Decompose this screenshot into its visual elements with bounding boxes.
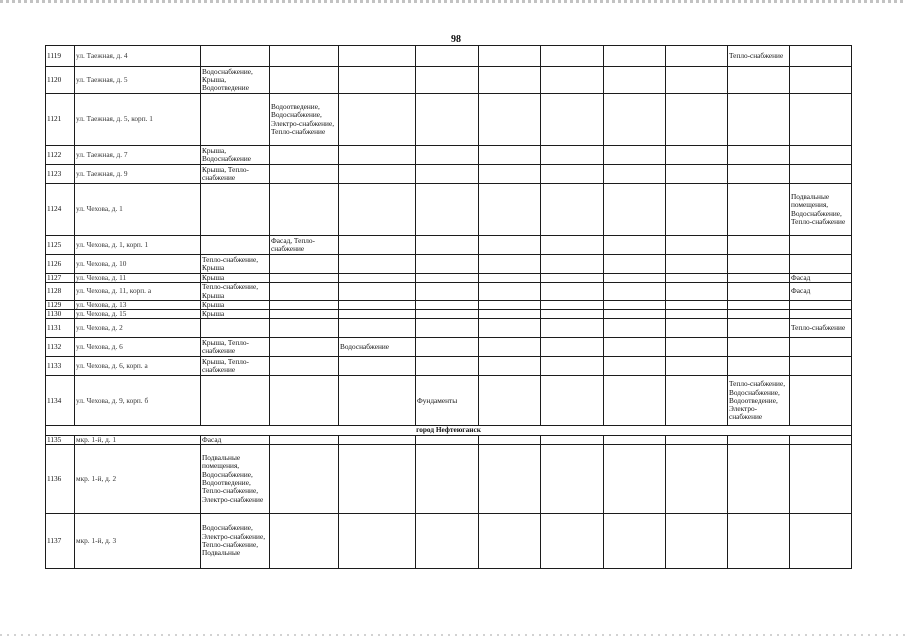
- address-cell: ул. Чехова, д. 2: [75, 319, 201, 338]
- table-row: [46, 435, 852, 444]
- work-type-cell: [270, 310, 339, 319]
- work-type-cell: [666, 376, 728, 426]
- work-type-cell: [339, 514, 416, 569]
- work-type-cell: [479, 376, 541, 426]
- work-type-cell: [416, 283, 479, 301]
- work-type-cell: [604, 435, 666, 444]
- work-type-cell: [666, 274, 728, 283]
- work-type-cell: [541, 184, 604, 236]
- work-type-cell: [270, 274, 339, 283]
- work-type-cell: [728, 319, 790, 338]
- row-number: 1135: [46, 435, 75, 444]
- work-type-cell: [604, 376, 666, 426]
- work-type-cell: [541, 236, 604, 255]
- work-type-cell: [790, 357, 852, 376]
- work-type-cell: [728, 435, 790, 444]
- work-type-cell: [479, 310, 541, 319]
- work-type-cell: [790, 46, 852, 67]
- work-type-cell: [201, 236, 270, 255]
- work-type-cell: [270, 319, 339, 338]
- work-type-cell: [270, 283, 339, 301]
- row-number: 1137: [46, 514, 75, 569]
- work-type-cell: [416, 274, 479, 283]
- work-type-cell: [416, 146, 479, 165]
- work-type-cell: [479, 46, 541, 67]
- work-type-cell: [479, 146, 541, 165]
- table-row: [46, 94, 852, 146]
- work-type-cell: [479, 165, 541, 184]
- work-type-cell: Фасад: [790, 274, 852, 283]
- work-type-cell: [339, 300, 416, 309]
- work-type-cell: [790, 165, 852, 184]
- work-type-cell: [666, 310, 728, 319]
- work-type-cell: [339, 283, 416, 301]
- work-type-cell: [479, 445, 541, 514]
- work-type-cell: [201, 46, 270, 67]
- work-type-cell: Крыша, Водоснабжение: [201, 146, 270, 165]
- address-cell: ул. Чехова, д. 13: [75, 300, 201, 309]
- address-cell: ул. Таежная, д. 7: [75, 146, 201, 165]
- address-cell: ул. Чехова, д. 6: [75, 338, 201, 357]
- table-row: [46, 274, 852, 283]
- work-type-cell: Подвальные помещения, Водоснабжение, Водоотведение, Тепло-снабжение, Электро-снабжение: [201, 445, 270, 514]
- work-type-cell: [416, 184, 479, 236]
- address-cell: ул. Чехова, д. 11, корп. а: [75, 283, 201, 301]
- work-type-cell: [728, 283, 790, 301]
- work-type-cell: [339, 376, 416, 426]
- work-type-cell: Подвальные помещения, Водоснабжение, Тепло-снабжение: [790, 184, 852, 236]
- table-row: [46, 46, 852, 67]
- work-type-cell: [541, 338, 604, 357]
- work-type-cell: [479, 514, 541, 569]
- address-cell: ул. Таежная, д. 9: [75, 165, 201, 184]
- table-row: [46, 300, 852, 309]
- work-type-cell: [479, 255, 541, 274]
- row-number: 1130: [46, 310, 75, 319]
- work-type-cell: [541, 435, 604, 444]
- repair-schedule-table: [45, 45, 852, 569]
- work-type-cell: [666, 338, 728, 357]
- work-type-cell: [339, 319, 416, 338]
- work-type-cell: [479, 94, 541, 146]
- work-type-cell: [541, 67, 604, 94]
- work-type-cell: [604, 319, 666, 338]
- row-number: 1136: [46, 445, 75, 514]
- page-number: 98: [451, 34, 461, 45]
- row-number: 1126: [46, 255, 75, 274]
- work-type-cell: [339, 435, 416, 444]
- table-row: [46, 165, 852, 184]
- work-type-cell: [728, 338, 790, 357]
- work-type-cell: [541, 300, 604, 309]
- address-cell: ул. Чехова, д. 6, корп. а: [75, 357, 201, 376]
- work-type-cell: [790, 236, 852, 255]
- table-row: [46, 146, 852, 165]
- work-type-cell: [666, 514, 728, 569]
- work-type-cell: [790, 445, 852, 514]
- row-number: 1124: [46, 184, 75, 236]
- row-number: 1125: [46, 236, 75, 255]
- work-type-cell: [541, 146, 604, 165]
- work-type-cell: [416, 236, 479, 255]
- work-type-cell: [728, 94, 790, 146]
- work-type-cell: [270, 514, 339, 569]
- work-type-cell: [479, 274, 541, 283]
- work-type-cell: [416, 435, 479, 444]
- scan-artifact-top: [0, 0, 905, 3]
- work-type-cell: [416, 46, 479, 67]
- work-type-cell: [416, 445, 479, 514]
- row-number: 1133: [46, 357, 75, 376]
- work-type-cell: [339, 67, 416, 94]
- work-type-cell: [270, 357, 339, 376]
- row-number: 1120: [46, 67, 75, 94]
- work-type-cell: [728, 67, 790, 94]
- row-number: 1119: [46, 46, 75, 67]
- work-type-cell: [790, 300, 852, 309]
- work-type-cell: [270, 67, 339, 94]
- work-type-cell: [416, 300, 479, 309]
- work-type-cell: [541, 319, 604, 338]
- table-row: [46, 338, 852, 357]
- row-number: 1132: [46, 338, 75, 357]
- work-type-cell: Крыша: [201, 310, 270, 319]
- work-type-cell: [416, 357, 479, 376]
- work-type-cell: Тепло-снабжение, Водоснабжение, Водоотведение, Электро-снабжение: [728, 376, 790, 426]
- work-type-cell: [604, 146, 666, 165]
- work-type-cell: [728, 236, 790, 255]
- table-row: [46, 319, 852, 338]
- work-type-cell: [270, 376, 339, 426]
- work-type-cell: [604, 236, 666, 255]
- work-type-cell: [604, 514, 666, 569]
- work-type-cell: [416, 165, 479, 184]
- work-type-cell: [201, 184, 270, 236]
- work-type-cell: [666, 94, 728, 146]
- work-type-cell: [666, 319, 728, 338]
- work-type-cell: [479, 357, 541, 376]
- work-type-cell: [790, 338, 852, 357]
- work-type-cell: [270, 255, 339, 274]
- work-type-cell: [541, 514, 604, 569]
- work-type-cell: [541, 94, 604, 146]
- work-type-cell: [416, 67, 479, 94]
- work-type-cell: Крыша, Тепло-снабжение: [201, 165, 270, 184]
- work-type-cell: [479, 435, 541, 444]
- work-type-cell: [728, 310, 790, 319]
- work-type-cell: Крыша: [201, 300, 270, 309]
- work-type-cell: [339, 236, 416, 255]
- work-type-cell: [666, 67, 728, 94]
- work-type-cell: [541, 376, 604, 426]
- work-type-cell: [541, 46, 604, 67]
- address-cell: ул. Чехова, д. 9, корп. б: [75, 376, 201, 426]
- work-type-cell: [604, 357, 666, 376]
- work-type-cell: [790, 435, 852, 444]
- work-type-cell: [728, 514, 790, 569]
- work-type-cell: [270, 146, 339, 165]
- work-type-cell: [479, 338, 541, 357]
- work-type-cell: [604, 94, 666, 146]
- work-type-cell: [666, 283, 728, 301]
- work-type-cell: [541, 357, 604, 376]
- table-row: [46, 255, 852, 274]
- table-row: [46, 445, 852, 514]
- work-type-cell: [339, 184, 416, 236]
- work-type-cell: [339, 274, 416, 283]
- table-row: [46, 310, 852, 319]
- work-type-cell: [339, 165, 416, 184]
- work-type-cell: [201, 319, 270, 338]
- city-header: город Нефтеюганск: [46, 426, 852, 435]
- work-type-cell: [479, 236, 541, 255]
- work-type-cell: [270, 435, 339, 444]
- work-type-cell: [604, 67, 666, 94]
- address-cell: ул. Чехова, д. 15: [75, 310, 201, 319]
- work-type-cell: [728, 357, 790, 376]
- table-row: [46, 514, 852, 569]
- row-number: 1123: [46, 165, 75, 184]
- work-type-cell: [270, 165, 339, 184]
- work-type-cell: Фасад: [201, 435, 270, 444]
- address-cell: мкр. 1-й, д. 2: [75, 445, 201, 514]
- row-number: 1134: [46, 376, 75, 426]
- work-type-cell: [541, 165, 604, 184]
- work-type-cell: [604, 184, 666, 236]
- row-number: 1122: [46, 146, 75, 165]
- work-type-cell: Крыша, Тепло-снабжение: [201, 357, 270, 376]
- address-cell: ул. Чехова, д. 11: [75, 274, 201, 283]
- work-type-cell: [728, 445, 790, 514]
- work-type-cell: [604, 255, 666, 274]
- work-type-cell: [339, 310, 416, 319]
- table-row: [46, 236, 852, 255]
- work-type-cell: [790, 514, 852, 569]
- row-number: 1131: [46, 319, 75, 338]
- work-type-cell: Тепло-снабжение: [728, 46, 790, 67]
- work-type-cell: [666, 357, 728, 376]
- work-type-cell: [666, 300, 728, 309]
- work-type-cell: Водоснабжение, Электро-снабжение, Тепло-снабжение, Подвальные: [201, 514, 270, 569]
- table-row: [46, 376, 852, 426]
- work-type-cell: [728, 165, 790, 184]
- address-cell: ул. Чехова, д. 1: [75, 184, 201, 236]
- work-type-cell: [666, 445, 728, 514]
- work-type-cell: [541, 274, 604, 283]
- work-type-cell: [339, 255, 416, 274]
- work-type-cell: [479, 319, 541, 338]
- work-type-cell: [541, 255, 604, 274]
- work-type-cell: [790, 310, 852, 319]
- work-type-cell: [270, 184, 339, 236]
- work-type-cell: [666, 46, 728, 67]
- address-cell: ул. Таежная, д. 4: [75, 46, 201, 67]
- address-cell: ул. Таежная, д. 5: [75, 67, 201, 94]
- table-row: [46, 67, 852, 94]
- work-type-cell: [201, 94, 270, 146]
- table-row: [46, 184, 852, 236]
- work-type-cell: [728, 274, 790, 283]
- work-type-cell: [416, 514, 479, 569]
- row-number: 1127: [46, 274, 75, 283]
- work-type-cell: [479, 283, 541, 301]
- work-type-cell: Водоотведение, Водоснабжение, Электро-снабжение, Тепло-снабжение: [270, 94, 339, 146]
- work-type-cell: [416, 319, 479, 338]
- row-number: 1128: [46, 283, 75, 301]
- work-type-cell: [666, 184, 728, 236]
- work-type-cell: Водоснабжение: [339, 338, 416, 357]
- work-type-cell: [604, 274, 666, 283]
- city-header-row: [46, 426, 852, 435]
- address-cell: мкр. 1-й, д. 3: [75, 514, 201, 569]
- address-cell: мкр. 1-й, д. 1: [75, 435, 201, 444]
- address-cell: ул. Таежная, д. 5, корп. 1: [75, 94, 201, 146]
- work-type-cell: [416, 338, 479, 357]
- work-type-cell: [666, 146, 728, 165]
- work-type-cell: [541, 283, 604, 301]
- table-row: [46, 283, 852, 301]
- scan-artifact-bottom: [0, 634, 905, 636]
- work-type-cell: Крыша: [201, 274, 270, 283]
- work-type-cell: [790, 376, 852, 426]
- work-type-cell: [339, 445, 416, 514]
- work-type-cell: [339, 46, 416, 67]
- work-type-cell: [604, 283, 666, 301]
- work-type-cell: [728, 184, 790, 236]
- work-type-cell: Фасад: [790, 283, 852, 301]
- work-type-cell: [604, 338, 666, 357]
- work-type-cell: [790, 255, 852, 274]
- work-type-cell: Фундаменты: [416, 376, 479, 426]
- address-cell: ул. Чехова, д. 1, корп. 1: [75, 236, 201, 255]
- row-number: 1129: [46, 300, 75, 309]
- work-type-cell: [270, 46, 339, 67]
- work-type-cell: [790, 94, 852, 146]
- work-type-cell: [541, 310, 604, 319]
- work-type-cell: [604, 46, 666, 67]
- work-type-cell: [270, 445, 339, 514]
- work-type-cell: [479, 300, 541, 309]
- work-type-cell: Фасад, Тепло-снабжение: [270, 236, 339, 255]
- work-type-cell: [416, 310, 479, 319]
- work-type-cell: Тепло-снабжение: [790, 319, 852, 338]
- work-type-cell: [201, 376, 270, 426]
- work-type-cell: [604, 300, 666, 309]
- work-type-cell: [790, 146, 852, 165]
- work-type-cell: [604, 310, 666, 319]
- work-type-cell: [666, 255, 728, 274]
- work-type-cell: [666, 236, 728, 255]
- address-cell: ул. Чехова, д. 10: [75, 255, 201, 274]
- work-type-cell: [416, 94, 479, 146]
- work-type-cell: [541, 445, 604, 514]
- work-type-cell: [479, 184, 541, 236]
- work-type-cell: [728, 146, 790, 165]
- work-type-cell: [728, 300, 790, 309]
- work-type-cell: [666, 165, 728, 184]
- work-type-cell: [270, 338, 339, 357]
- work-type-cell: [604, 165, 666, 184]
- row-number: 1121: [46, 94, 75, 146]
- work-type-cell: [728, 255, 790, 274]
- work-type-cell: Тепло-снабжение, Крыша: [201, 283, 270, 301]
- work-type-cell: Тепло-снабжение, Крыша: [201, 255, 270, 274]
- work-type-cell: [339, 94, 416, 146]
- work-type-cell: [604, 445, 666, 514]
- work-type-cell: Водоснабжение, Крыша, Водоотведение: [201, 67, 270, 94]
- work-type-cell: [339, 146, 416, 165]
- work-type-cell: [479, 67, 541, 94]
- work-type-cell: Крыша, Тепло-снабжение: [201, 338, 270, 357]
- work-type-cell: [666, 435, 728, 444]
- table-row: [46, 357, 852, 376]
- work-type-cell: [339, 357, 416, 376]
- work-type-cell: [270, 300, 339, 309]
- work-type-cell: [790, 67, 852, 94]
- work-type-cell: [416, 255, 479, 274]
